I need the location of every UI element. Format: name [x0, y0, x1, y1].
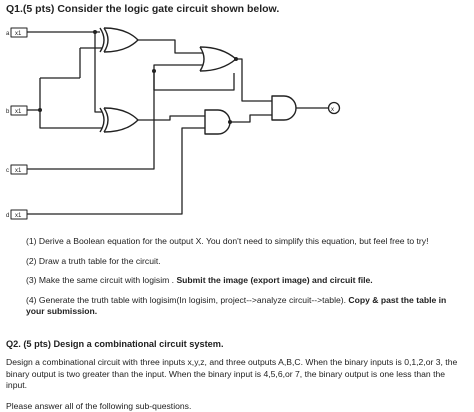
- feedback-wire: [154, 73, 234, 90]
- q1-task-list: [26, 236, 466, 326]
- q2-body: Design a combinational circuit with three inputs x,y,z, and three outputs A,B,C. When the binary inputs is 0,1,2,or 3, the binary output is two greater than the input. When the binary input is 4,5,6,or 7, the binary output is one less than the input.: [6, 357, 458, 390]
- task-4-text: (4) Generate the truth table with logisim(In logisim, project-->analyze circuit-->table).: [26, 294, 349, 305]
- xor-gate-top: [100, 28, 138, 52]
- input-c-value: x1: [15, 168, 22, 174]
- task-1: (1) Derive a Boolean equation for the output X. You don't need to simplify this equation, but feel free to try!: [26, 236, 429, 246]
- q2-note: Please answer all of the following sub-questions.: [6, 401, 192, 411]
- output-value: x: [331, 107, 334, 113]
- and-gate-output: [272, 96, 296, 120]
- or-gate: [200, 47, 236, 71]
- wires: [27, 32, 328, 214]
- input-b-value: x1: [15, 109, 22, 115]
- q2-title: Q2. (5 pts) Design a combinational circuit system.: [6, 339, 224, 349]
- q1-title: Q1.(5 pts) Consider the logic gate circuit shown below.: [6, 3, 280, 15]
- task-3-text: (3) Make the same circuit with logisim .: [26, 275, 177, 285]
- input-a-name: a: [6, 31, 10, 37]
- task-3: [26, 275, 466, 287]
- input-d-name: d: [6, 213, 10, 219]
- task-4-bold: Copy & past the table in your submission.: [26, 294, 447, 316]
- input-c-name: c: [6, 168, 9, 174]
- xor-gate-middle: [100, 108, 138, 132]
- input-b-name: b: [6, 109, 10, 115]
- input-d-value: x1: [15, 213, 22, 219]
- input-a-value: x1: [15, 31, 22, 37]
- task-2: (2) Draw a truth table for the circuit.: [26, 255, 161, 266]
- and-gate-middle: [205, 110, 230, 134]
- task-4: [26, 295, 466, 318]
- task-3-bold: Submit the image (export image) and circuit file.: [176, 275, 373, 285]
